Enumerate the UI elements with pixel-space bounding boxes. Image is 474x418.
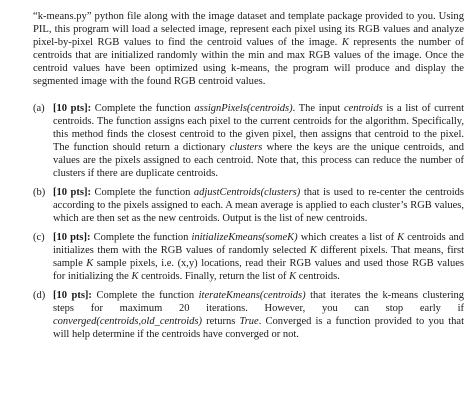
- item-label: (b): [33, 187, 46, 198]
- points-label: [10 pts]:: [53, 103, 92, 114]
- item-label: (c): [33, 232, 45, 243]
- function-name: iterateKmeans(centroids): [198, 290, 306, 301]
- function-name: converged(centroids,old_centroids): [53, 316, 202, 327]
- points-label: [10 pts]:: [53, 232, 91, 243]
- points-label: [10 pts]:: [53, 290, 92, 301]
- task-item-a: (a) [10 pts]: Complete the function assignPixels(centroids). The input centroids is a list of current centroids. The function assigns each pixel to the current centroids for the algorithm. Specifically, this method finds the closest centroid to the given pixel, then assigns that centroid to the pixel. The function should return a dictionary clusters where the keys are the unique centroids, and values are the pixels assigned to each centroid. Note that, this process can reduce the number of clusters if there are duplicate centroids.: [33, 103, 464, 179]
- points-label: [10 pts]:: [53, 187, 91, 198]
- function-name: adjustCentroids(clusters): [193, 187, 301, 198]
- task-item-b: (b) [10 pts]: Complete the function adjustCentroids(clusters) that is used to re-center the centroids according to the pixels assigned to each. A mean average is applied to each cluster’s RGB values, which are then set as the new centroids. Output is the list of new centroids.: [33, 187, 464, 224]
- intro-paragraph: “k-means.py” python file along with the image dataset and template package provided to you. Using PIL, this program will load a selected image, represent each pixel using its RGB values and analyze pixel-by-pixel RGB values to find the centroid values of the image. K represents the number of centroids that are initialized randomly within the min and max RGB values of the image. Once the centroid values have been optimized using k-means, the program will produce and display the segmented image with the found RGB centroid values.: [33, 11, 465, 87]
- item-label: (d): [33, 290, 46, 301]
- item-label: (a): [33, 103, 45, 114]
- task-item-d: (d) [10 pts]: Complete the function iterateKmeans(centroids) that iterates the k-means clustering steps for maximum 20 iterations. However, you can stop early if converged(centroids,old_centroids) returns True. Converged is a function provided to you that will help determine if the centroids have converged or not.: [33, 290, 464, 340]
- function-name: assignPixels(centroids): [194, 103, 293, 114]
- task-item-c: (c) [10 pts]: Complete the function initializeKmeans(someK) which creates a list of K centroids and initializes them with the RGB values of randomly selected K different pixels. That means, first sample K sample pixels, i.e. (x,y) locations, read their RGB values and used those RGB values for initializing the K centroids. Finally, return the list of K centroids.: [33, 232, 465, 282]
- function-name: initializeKmeans(someK): [191, 232, 298, 243]
